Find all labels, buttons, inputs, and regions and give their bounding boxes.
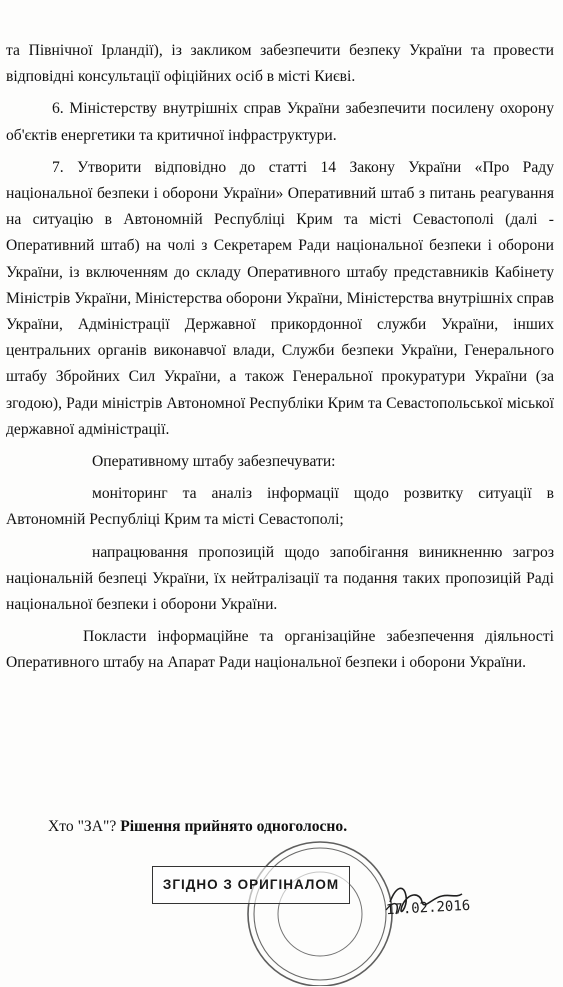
document-body [6, 38, 554, 683]
paragraph-duty-proposals: напрацювання пропозицій щодо запобігання виникненню загроз національній безпеці України, їх нейтралізації та подання таких пропозицій Раді національної безпеки і оборони України. [6, 543, 554, 614]
paragraph-duties-intro: Оперативному штабу забезпечувати: [92, 453, 336, 471]
vote-question: Хто "ЗА"? [48, 818, 117, 835]
certified-copy-stamp: ЗГІДНО З ОРИГІНАЛОМ [152, 866, 350, 904]
paragraph-continuation: та Північної Ірландії), із закликом забезпечити безпеку України та провести відповідні консультації офіційних осіб в місті Києві. [6, 42, 554, 86]
paragraph-item-6: 6. Міністерству внутрішніх справ України забезпечити посилену охорону об'єктів енергетики та критичної інфраструктури. [6, 100, 554, 144]
paragraph-item-7: 7. Утворити відповідно до статті 14 Закону України «Про Раду національної безпеки і оборони України» Оперативний штаб з питань реагування на ситуацію в Автономній Республіці Крим та місті Севастополі (далі - Оперативний штаб) на чолі з Секретарем Ради національної безпеки і оборони України, із включенням до складу Оперативного штабу представників Кабінету Міністрів України, Міністерства оборони України, Міністерства внутрішніх справ України, Адміністрації Державної прикордонної служби України, інших центральних органів виконавчої влади, Служби безпеки України, Генерального штабу Збройних Сил України, а також Генеральної прокуратури України (за згодою), Ради міністрів Автономної Республіки Крим та Севастопольської міської державної адміністрації. [6, 158, 554, 438]
paragraph-support: Покласти інформаційне та організаційне забезпечення діяльності Оперативного штабу на Апарат Ради національної безпеки і оборони України. [6, 628, 554, 672]
stamp-date: 17.02.2016 [385, 897, 471, 919]
vote-result: Рішення прийнято одноголосно. [120, 818, 348, 835]
paragraph-duty-monitoring: моніторинг та аналіз інформації щодо розвитку ситуації в Автономній Республіці Крим та місті Севастополі; [6, 485, 554, 529]
